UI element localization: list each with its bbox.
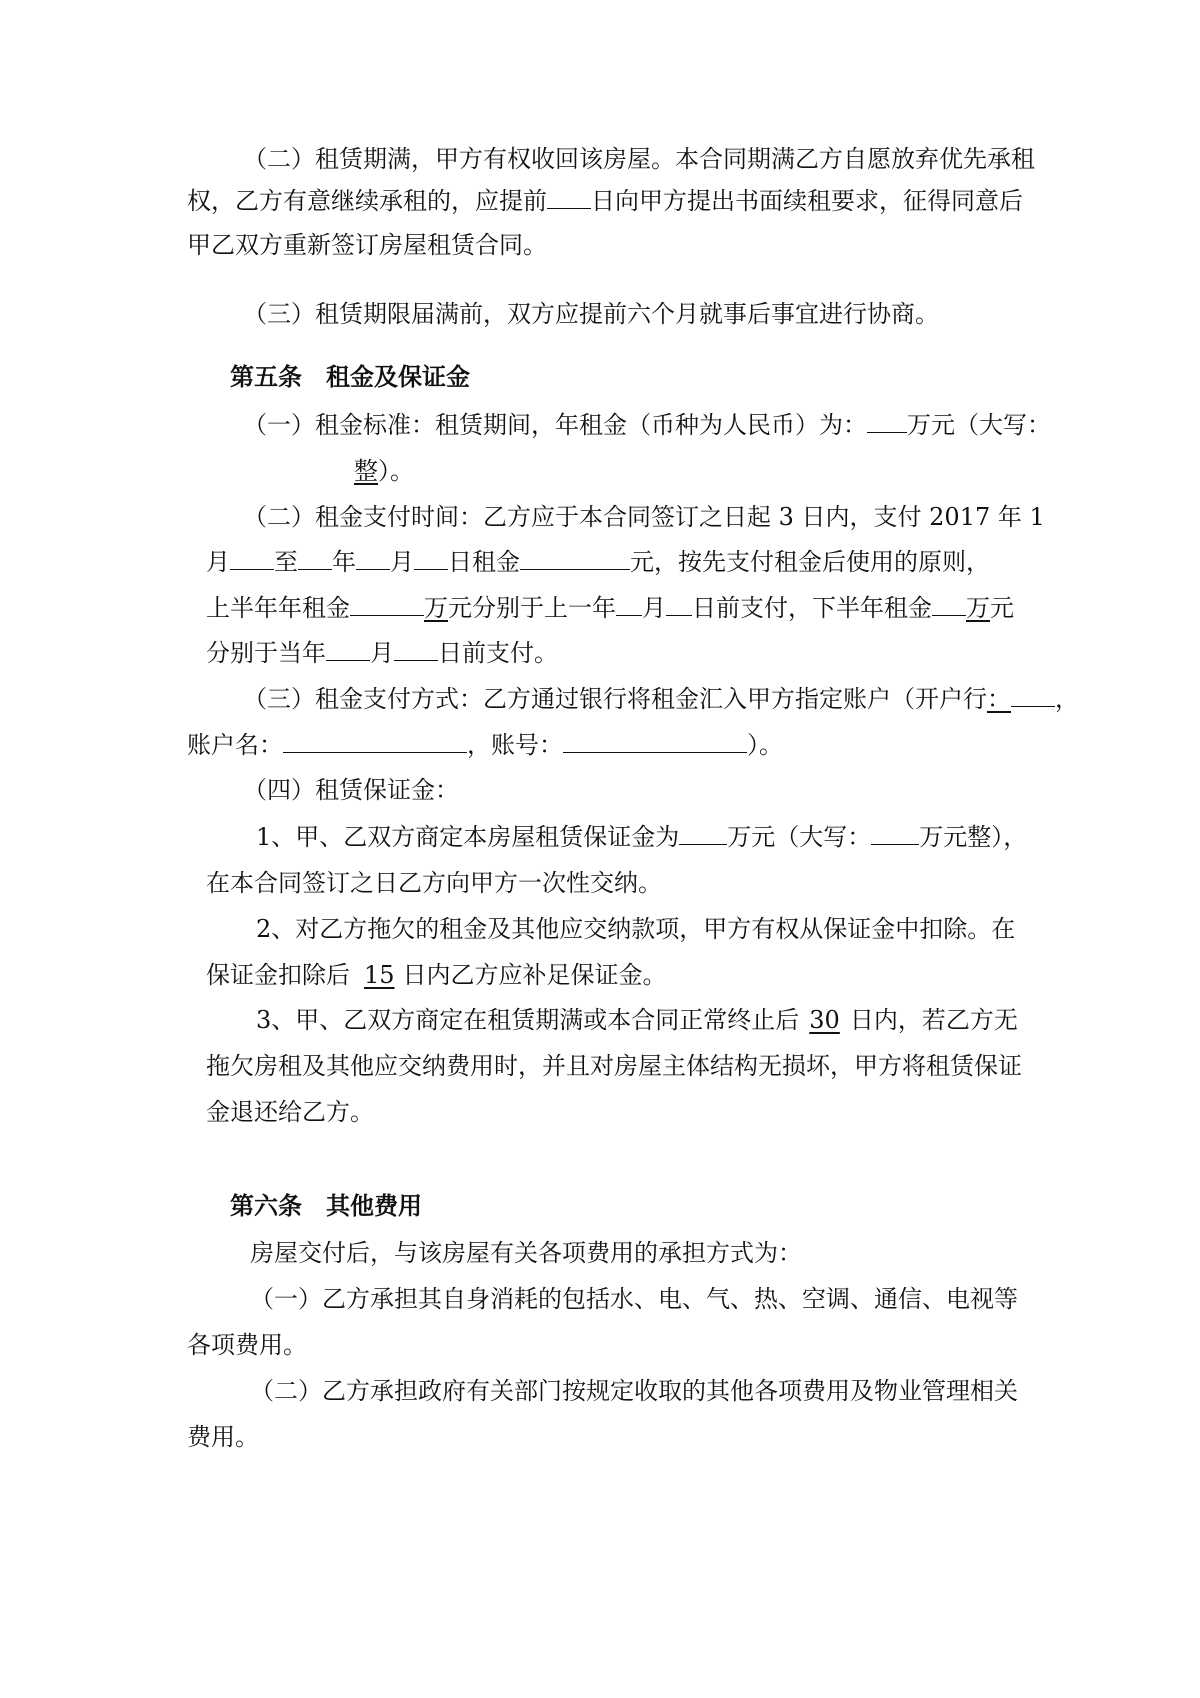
blank-6 [350,593,424,616]
clause-6-2-line-2: 费用。 [187,1423,259,1451]
bank-blank [1011,684,1055,707]
clause-5-1-line-2: 整）。 [354,457,414,485]
clause-4-2-line-3: 甲乙双方重新签订房屋租赁合同。 [187,231,547,259]
deposit-amount-blank [679,822,727,845]
blank-1 [230,547,274,570]
clause-4-2-line-2: 权，乙方有意继续承租的，应提前 日向甲方提出书面续租要求，征得同意后 [187,187,1023,215]
article-6-heading: 第六条 其他费用 [230,1191,422,1220]
clause-5-2-line-1: （二）租金支付时间：乙方应于本合同签订之日起 3 日内，支付 2017 年 1 [243,503,1045,531]
clause-5-4-heading: （四）租赁保证金： [243,776,459,804]
blank-7 [616,593,642,616]
blank-8 [666,593,692,616]
deposit-words-blank [871,822,919,845]
annual-rent-blank [867,410,907,433]
blank-10 [326,638,370,661]
clause-6-2-line-1: （二）乙方承担政府有关部门按规定收取的其他各项费用及物业管理相关 [250,1377,1018,1405]
clause-5-2-line-2: 月 至 年 月 日租金 元，按先支付租金后使用的原则， [206,548,990,576]
deposit-item-2-line-2: 保证金扣除后 15 日内乙方应补足保证金。 [206,961,667,989]
blank-3 [356,547,390,570]
article-5-heading: 第五条 租金及保证金 [230,362,470,391]
blank-9 [932,593,966,616]
clause-4-2-line-1: （二）租赁期满，甲方有权收回该房屋。本合同期满乙方自愿放弃优先承租 [243,145,1035,173]
account-number-blank [563,730,747,753]
deposit-item-3-line-2: 拖欠房租及其他应交纳费用时，并且对房屋主体结构无损坏，甲方将租赁保证 [206,1052,1022,1080]
article-6-intro: 房屋交付后，与该房屋有关各项费用的承担方式为： [250,1239,802,1267]
clause-5-2-line-4: 分别于当年 月 日前支付。 [206,639,558,667]
blank-11 [394,638,438,661]
clause-5-3-line-2: 账户名： ，账号： ）。 [187,731,783,759]
clause-5-1-line-1: （一）租金标准：租赁期间，年租金（币种为人民币）为： 万元（大写： [243,411,1051,439]
deposit-item-1-line-2: 在本合同签订之日乙方向甲方一次性交纳。 [206,869,662,897]
account-name-blank [283,730,467,753]
deposit-item-2-line-1: 2、对乙方拖欠的租金及其他应交纳款项，甲方有权从保证金中扣除。在 [256,915,1016,943]
deposit-item-3-line-1: 3、甲、乙双方商定在租赁期满或本合同正常终止后 30 日内，若乙方无 [256,1006,1018,1034]
days-blank [547,186,591,209]
clause-5-3-line-1: （三）租金支付方式：乙方通过银行将租金汇入甲方指定账户（开户行： ， [243,685,1079,713]
deposit-item-3-line-3: 金退还给乙方。 [206,1098,374,1126]
clause-6-1-line-1: （一）乙方承担其自身消耗的包括水、电、气、热、空调、通信、电视等 [250,1285,1018,1313]
clause-5-2-line-3: 上半年年租金 万元分别于上一年 月 日前支付，下半年租金 万元 [206,594,1014,622]
blank-2 [298,547,332,570]
deposit-item-1-line-1: 1、甲、乙双方商定本房屋租赁保证金为 万元（大写： 万元整）， [256,823,1028,851]
clause-6-1-line-2: 各项费用。 [187,1331,307,1359]
blank-5 [520,547,630,570]
clause-4-3: （三）租赁期限届满前，双方应提前六个月就事后事宜进行协商。 [243,300,939,328]
blank-4 [414,547,448,570]
